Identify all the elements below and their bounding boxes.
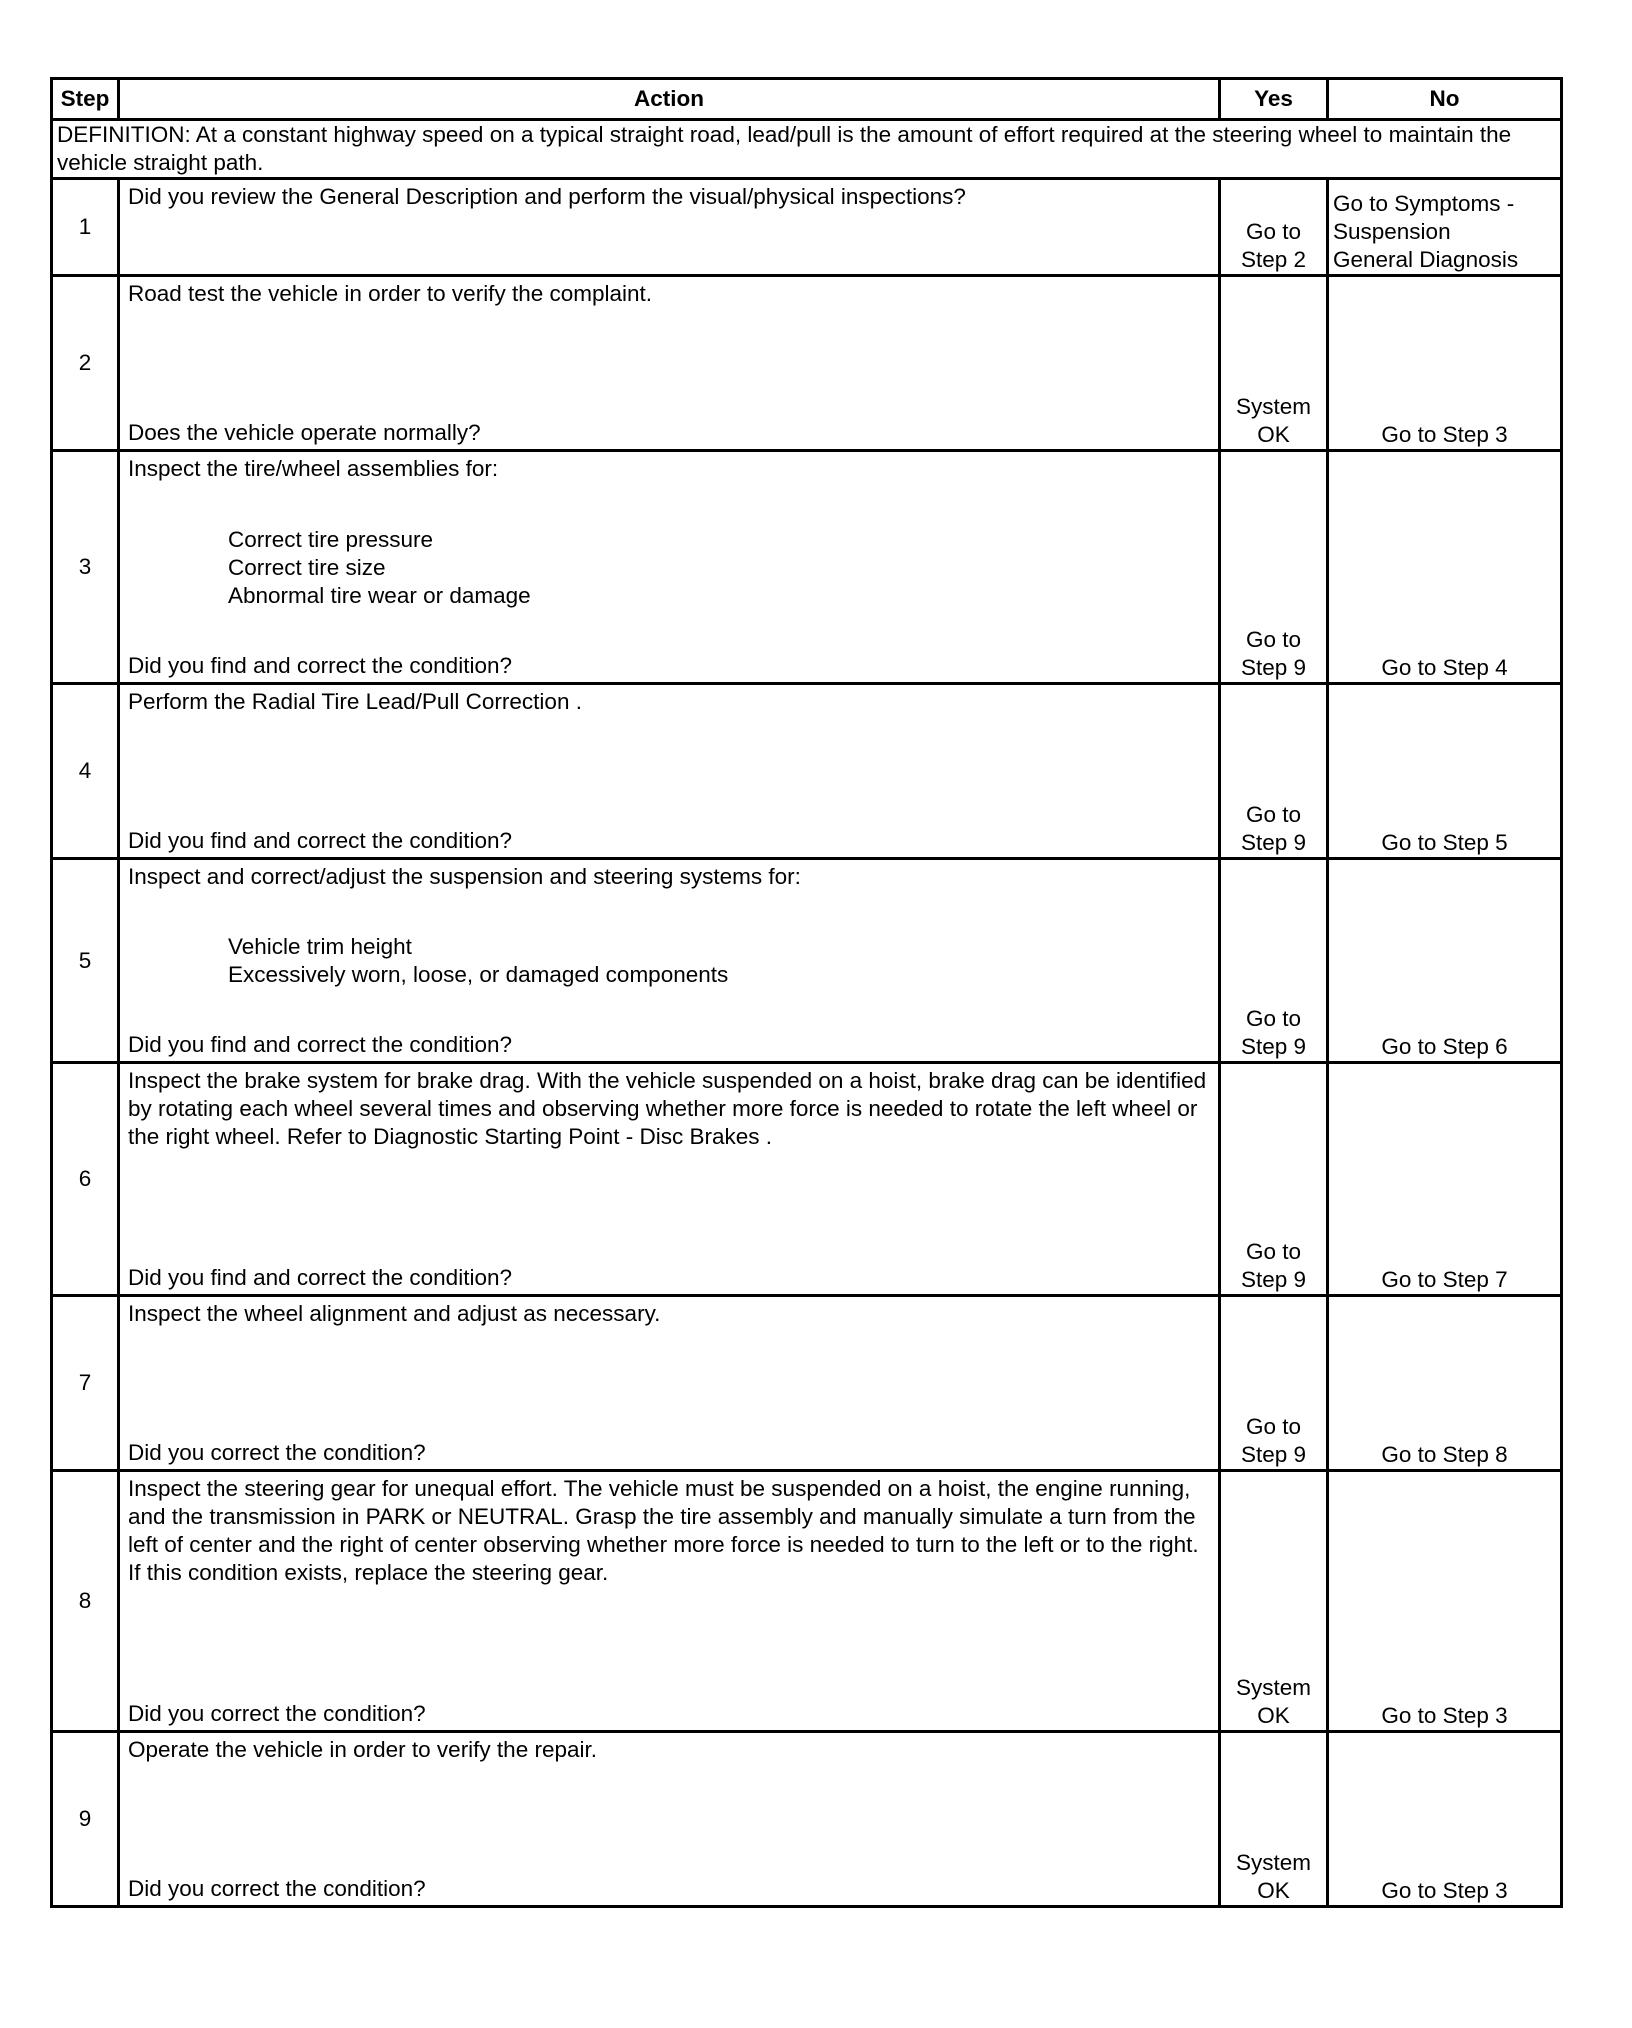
table-row bbox=[52, 684, 1562, 859]
yes-cell bbox=[1220, 684, 1328, 859]
yes-line: Step 9 bbox=[1240, 1034, 1307, 1059]
yes-cell bbox=[1220, 276, 1328, 451]
no-line: Go to Step 3 bbox=[1381, 1878, 1508, 1903]
action-text: Inspect the tire/wheel assemblies for: bbox=[128, 456, 499, 481]
definition-text: DEFINITION: At a constant highway speed on a typical straight road, lead/pull is the amount of effort required at the steering wheel to maintain the vehicle straight path. bbox=[52, 120, 1562, 179]
yes-line: Step 9 bbox=[1240, 1442, 1307, 1467]
table-row bbox=[52, 1063, 1562, 1296]
no-cell bbox=[1328, 1471, 1562, 1732]
action-text: Operate the vehicle in order to verify the repair. bbox=[128, 1737, 597, 1762]
yes-line: Go to bbox=[1245, 627, 1302, 652]
yes-line: Go to bbox=[1245, 1006, 1302, 1031]
no-cell bbox=[1328, 1296, 1562, 1471]
action-question: Did you find and correct the condition? bbox=[128, 653, 512, 678]
step-number: 5 bbox=[52, 859, 119, 1063]
inspection-item: Abnormal tire wear or damage bbox=[228, 582, 531, 608]
no-cell bbox=[1328, 1732, 1562, 1907]
yes-line: OK bbox=[1257, 422, 1290, 447]
header-yes: Yes bbox=[1220, 79, 1328, 120]
no-line: Go to Step 8 bbox=[1381, 1442, 1508, 1467]
inspection-item: Correct tire size bbox=[228, 554, 386, 580]
inspection-item: Correct tire pressure bbox=[228, 526, 434, 552]
table-row bbox=[52, 1296, 1562, 1471]
no-line: General Diagnosis bbox=[1333, 247, 1519, 272]
yes-line: Step 9 bbox=[1240, 830, 1307, 855]
yes-line: System bbox=[1235, 1675, 1311, 1700]
table-row bbox=[52, 859, 1562, 1063]
yes-line: Step 9 bbox=[1240, 655, 1307, 680]
step-number: 6 bbox=[52, 1063, 119, 1296]
action-cell bbox=[119, 859, 1220, 1063]
yes-cell bbox=[1220, 1296, 1328, 1471]
no-line: Go to Symptoms - bbox=[1333, 191, 1515, 216]
step-number: 9 bbox=[52, 1732, 119, 1907]
table-row bbox=[52, 451, 1562, 684]
no-line: Go to Step 5 bbox=[1381, 830, 1508, 855]
action-question: Does the vehicle operate normally? bbox=[128, 420, 481, 445]
no-line: Go to Step 3 bbox=[1381, 422, 1508, 447]
no-line: Suspension bbox=[1333, 219, 1451, 244]
yes-line: Go to bbox=[1245, 1414, 1302, 1439]
no-line: Go to Step 7 bbox=[1381, 1267, 1508, 1292]
header-row bbox=[52, 79, 1562, 120]
inspection-list bbox=[128, 526, 1210, 610]
header-no: No bbox=[1328, 79, 1562, 120]
action-question: Did you correct the condition? bbox=[128, 1701, 426, 1726]
action-cell bbox=[119, 451, 1220, 684]
action-text: Did you review the General Description and perform the visual/physical inspections? bbox=[128, 184, 966, 209]
yes-cell bbox=[1220, 1063, 1328, 1296]
action-text: Inspect the brake system for brake drag. With the vehicle suspended on a hoist, brake drag can be identified by rotating each wheel several times and observing whether more force is needed to rotate the left wheel or the right wheel. Refer to Diagnostic Starting Point - Disc Brakes . bbox=[128, 1068, 1207, 1149]
definition-row bbox=[52, 120, 1562, 179]
action-cell bbox=[119, 1471, 1220, 1732]
action-question: Did you find and correct the condition? bbox=[128, 1265, 512, 1290]
step-number: 7 bbox=[52, 1296, 119, 1471]
no-cell bbox=[1328, 276, 1562, 451]
no-cell bbox=[1328, 179, 1562, 276]
inspection-list bbox=[128, 933, 1210, 989]
yes-line: Go to bbox=[1245, 802, 1302, 827]
no-line: Go to Step 4 bbox=[1381, 655, 1508, 680]
action-text: Road test the vehicle in order to verify the complaint. bbox=[128, 281, 653, 306]
step-number: 1 bbox=[52, 179, 119, 276]
yes-cell bbox=[1220, 859, 1328, 1063]
table-row bbox=[52, 1732, 1562, 1907]
action-cell bbox=[119, 179, 1220, 276]
inspection-item: Vehicle trim height bbox=[228, 934, 412, 959]
action-text: Inspect and correct/adjust the suspension and steering systems for: bbox=[128, 864, 801, 889]
no-line: Go to Step 6 bbox=[1381, 1034, 1508, 1059]
yes-line: Step 9 bbox=[1240, 1267, 1307, 1292]
action-cell bbox=[119, 276, 1220, 451]
yes-cell bbox=[1220, 451, 1328, 684]
header-action: Action bbox=[119, 79, 1220, 120]
table-row bbox=[52, 276, 1562, 451]
action-text: Inspect the wheel alignment and adjust as necessary. bbox=[128, 1301, 661, 1326]
table-row bbox=[52, 1471, 1562, 1732]
action-cell bbox=[119, 1296, 1220, 1471]
yes-line: System bbox=[1235, 394, 1311, 419]
yes-line: OK bbox=[1257, 1703, 1290, 1728]
step-number: 8 bbox=[52, 1471, 119, 1732]
action-cell bbox=[119, 684, 1220, 859]
table-row bbox=[52, 179, 1562, 276]
yes-line: OK bbox=[1257, 1878, 1290, 1903]
step-number: 4 bbox=[52, 684, 119, 859]
action-question: Did you correct the condition? bbox=[128, 1440, 426, 1465]
no-line: Go to Step 3 bbox=[1381, 1703, 1508, 1728]
yes-cell bbox=[1220, 1732, 1328, 1907]
action-cell bbox=[119, 1732, 1220, 1907]
yes-cell bbox=[1220, 1471, 1328, 1732]
yes-line: Go to bbox=[1245, 1239, 1302, 1264]
no-cell bbox=[1328, 451, 1562, 684]
action-text: Perform the Radial Tire Lead/Pull Correction . bbox=[128, 689, 582, 714]
step-number: 3 bbox=[52, 451, 119, 684]
yes-line: System bbox=[1235, 1850, 1311, 1875]
action-question: Did you correct the condition? bbox=[128, 1876, 426, 1901]
no-cell bbox=[1328, 859, 1562, 1063]
action-question: Did you find and correct the condition? bbox=[128, 1032, 512, 1057]
yes-cell bbox=[1220, 179, 1328, 276]
action-text: Inspect the steering gear for unequal effort. The vehicle must be suspended on a hoist, the engine running, and the transmission in PARK or NEUTRAL. Grasp the tire assembly and manually simulate a turn from the left of center and the right of center observing whether more force is needed to turn to the left or to the right. If this condition exists, replace the steering gear. bbox=[128, 1476, 1199, 1585]
inspection-item: Excessively worn, loose, or damaged components bbox=[228, 962, 729, 987]
no-cell bbox=[1328, 684, 1562, 859]
header-step: Step bbox=[52, 79, 119, 120]
diagnostic-table bbox=[50, 77, 1563, 1908]
action-question: Did you find and correct the condition? bbox=[128, 828, 512, 853]
action-cell bbox=[119, 1063, 1220, 1296]
yes-line: Go to bbox=[1245, 219, 1302, 244]
no-cell bbox=[1328, 1063, 1562, 1296]
yes-line: Step 2 bbox=[1240, 247, 1307, 272]
step-number: 2 bbox=[52, 276, 119, 451]
